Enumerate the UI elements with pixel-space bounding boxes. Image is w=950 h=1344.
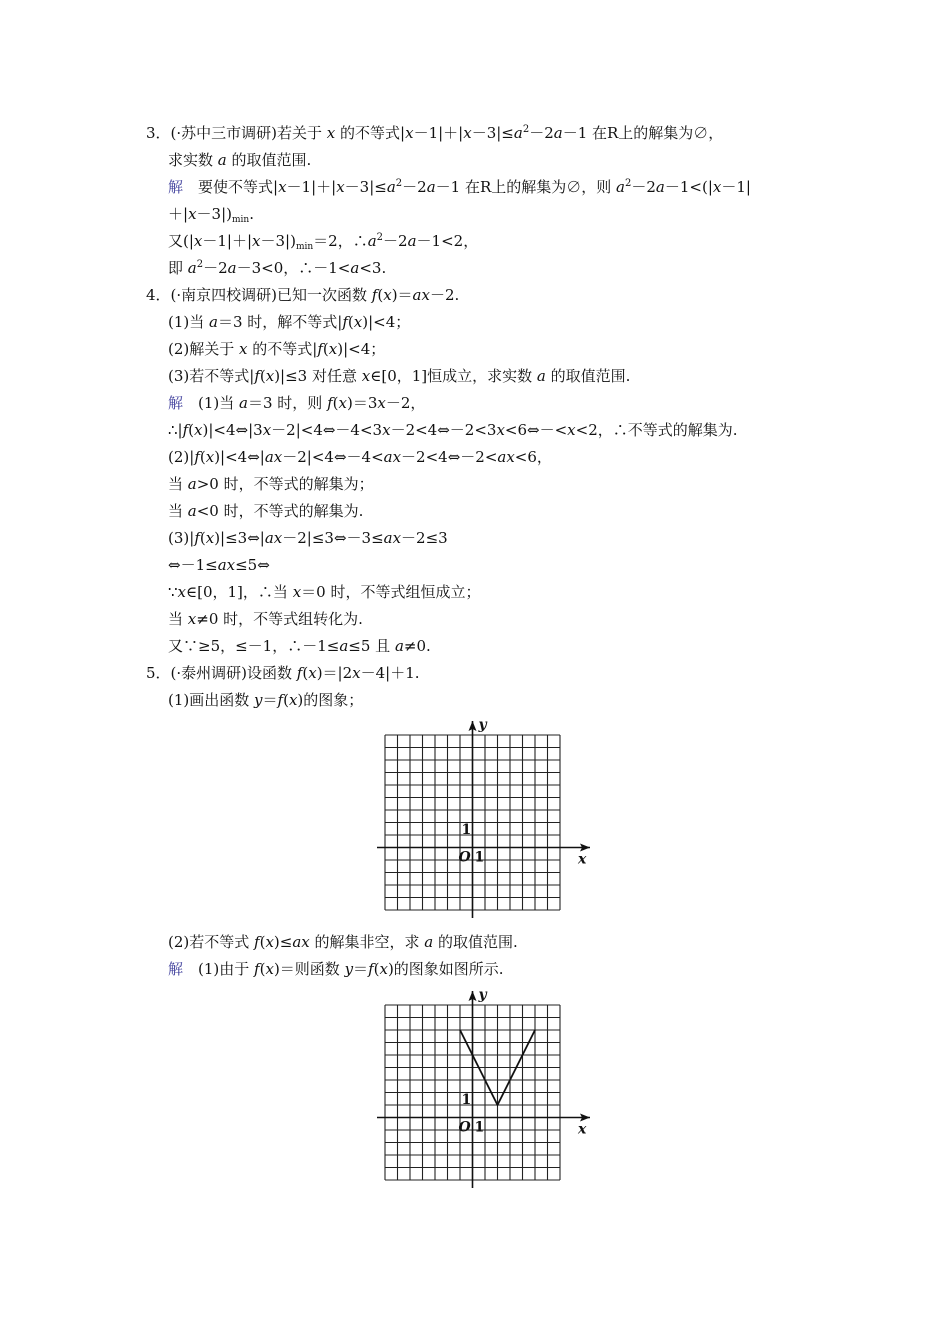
math-var: f bbox=[194, 448, 200, 466]
text-run: －2|<4⇔－4<3 bbox=[271, 421, 383, 439]
math-var: a bbox=[536, 367, 546, 385]
text-run: ∈[0，1]，∴当 bbox=[186, 583, 293, 601]
x-axis-label: x bbox=[578, 1121, 587, 1138]
text-run: <3. bbox=[359, 259, 387, 277]
solution-function-graph bbox=[370, 985, 600, 1195]
math-var: a bbox=[616, 178, 625, 196]
text-run: <6⇔－< bbox=[504, 421, 568, 439]
text-run: －4|＋1. bbox=[360, 664, 420, 682]
text-run: －2， bbox=[385, 394, 426, 412]
subscript: min bbox=[231, 215, 250, 225]
text-run: －1 在R上的解集为∅， bbox=[562, 124, 724, 142]
math-var: y bbox=[344, 960, 354, 978]
line bbox=[168, 204, 254, 227]
math-var: x bbox=[265, 933, 274, 951]
text-run: 即 bbox=[168, 259, 188, 277]
math-var: a bbox=[553, 124, 563, 142]
text-run: －2 bbox=[383, 232, 408, 250]
text-run: )＝ bbox=[391, 286, 413, 304]
math-var: x bbox=[262, 421, 272, 439]
line bbox=[168, 582, 480, 602]
math-var: a bbox=[513, 124, 523, 142]
text-run: (2)解关于 bbox=[168, 340, 240, 358]
text-run: )的图象； bbox=[297, 691, 364, 709]
line bbox=[168, 690, 363, 710]
math-var: a bbox=[655, 178, 665, 196]
text-run: －3|) bbox=[260, 232, 296, 250]
text-run: 的不等式| bbox=[335, 124, 406, 142]
text-run: 的不等式| bbox=[247, 340, 318, 358]
math-var: y bbox=[254, 691, 263, 709]
text-run: ＝ bbox=[262, 691, 278, 709]
text-run: (1)当 bbox=[183, 394, 240, 412]
text-run: 当 bbox=[168, 502, 188, 520]
text-run: )|<4⇔| bbox=[214, 448, 265, 466]
math-var: a bbox=[394, 637, 404, 655]
origin-label: O bbox=[458, 1119, 471, 1136]
text-run: －3|≤ bbox=[344, 178, 387, 196]
text-run: ( bbox=[347, 313, 354, 331]
math-var: ax bbox=[383, 448, 402, 466]
math-var: x bbox=[187, 610, 197, 628]
math-var: x bbox=[252, 232, 261, 250]
text-run: )|<4⇔|3 bbox=[202, 421, 263, 439]
text-run: ( bbox=[332, 394, 339, 412]
math-var: x bbox=[288, 691, 298, 709]
text-run: －2. bbox=[429, 286, 460, 304]
text-run: 的取值范围. bbox=[226, 151, 312, 169]
math-var: x bbox=[338, 394, 347, 412]
solution-label: 解 bbox=[168, 960, 184, 978]
text-run: (2)| bbox=[168, 448, 195, 466]
text-run: －3|≤ bbox=[471, 124, 514, 142]
solution-label: 解 bbox=[168, 394, 184, 412]
origin-label: O bbox=[458, 849, 471, 866]
line bbox=[168, 555, 270, 575]
text-run: (1)画出函数 bbox=[168, 691, 255, 709]
math-var: f bbox=[342, 313, 348, 331]
text-run: 当 bbox=[168, 610, 188, 628]
line bbox=[168, 932, 518, 952]
text-run: (3)| bbox=[168, 529, 195, 547]
text-run: 又(| bbox=[168, 232, 194, 250]
math-var: ax bbox=[217, 556, 236, 574]
text-run: <0 时，不等式的解集为. bbox=[196, 502, 364, 520]
math-var: a bbox=[187, 259, 197, 277]
text-run: ∵ bbox=[168, 583, 178, 601]
math-var: ax bbox=[383, 529, 402, 547]
math-var: x bbox=[265, 367, 275, 385]
subscript: min bbox=[295, 242, 314, 252]
text-run: 又∵≥5，≤－1，∴－1≤ bbox=[168, 637, 340, 655]
math-var: a bbox=[227, 259, 237, 277]
text-run: －1 在R上的解集为∅，则 bbox=[435, 178, 617, 196]
text-run: ( bbox=[302, 664, 309, 682]
math-var: ax bbox=[412, 286, 430, 304]
math-var: x bbox=[712, 178, 722, 196]
text-run: ∈[0，1]恒成立，求实数 bbox=[370, 367, 537, 385]
math-var: f bbox=[254, 367, 260, 385]
superscript: 2 bbox=[522, 124, 530, 135]
math-var: x bbox=[496, 421, 505, 439]
math-var: x bbox=[567, 421, 576, 439]
text-run: ( bbox=[188, 421, 195, 439]
text-run: －1<(| bbox=[664, 178, 713, 196]
text-run: －2 bbox=[402, 178, 427, 196]
math-var: ax bbox=[264, 448, 283, 466]
text-run: (1)当 bbox=[168, 313, 210, 331]
math-var: x bbox=[405, 124, 414, 142]
text-run: ( bbox=[199, 529, 206, 547]
x-tick-label: 1 bbox=[474, 1119, 485, 1136]
math-var: f bbox=[296, 664, 303, 682]
line bbox=[168, 959, 504, 979]
text-run: )≤ bbox=[273, 933, 293, 951]
line bbox=[168, 312, 410, 332]
text-run: －2 bbox=[631, 178, 656, 196]
text-run: )＝|2 bbox=[316, 664, 353, 682]
text-run: <2，∴不等式的解集为. bbox=[575, 421, 738, 439]
text-run: . bbox=[249, 205, 254, 223]
superscript: 2 bbox=[395, 178, 403, 189]
text-run: ∴| bbox=[168, 421, 183, 439]
math-var: f bbox=[254, 960, 260, 978]
y-tick-label: 1 bbox=[461, 1092, 472, 1108]
math-var: x bbox=[177, 583, 187, 601]
text-run: －3|) bbox=[196, 205, 232, 223]
math-var: f bbox=[182, 421, 189, 439]
solution-label: 解 bbox=[168, 178, 184, 196]
line bbox=[168, 150, 311, 170]
math-var: x bbox=[278, 178, 287, 196]
text-run: (1)由于 bbox=[183, 960, 255, 978]
math-var: a bbox=[426, 178, 436, 196]
math-var: a bbox=[424, 933, 434, 951]
math-var: f bbox=[371, 286, 378, 304]
blank-coordinate-grid bbox=[370, 715, 600, 930]
math-var: a bbox=[239, 394, 248, 412]
math-var: x bbox=[265, 960, 274, 978]
text-run: ＝ bbox=[353, 960, 369, 978]
math-var: f bbox=[277, 691, 284, 709]
text-run: －2 bbox=[529, 124, 554, 142]
math-var: x bbox=[193, 232, 203, 250]
math-var: a bbox=[187, 475, 197, 493]
text-run: ≤5⇔ bbox=[235, 556, 270, 574]
math-var: x bbox=[463, 124, 472, 142]
text-run: －3<0，∴－1< bbox=[236, 259, 351, 277]
math-var: x bbox=[336, 178, 345, 196]
text-run: 要使不等式| bbox=[183, 178, 279, 196]
math-var: a bbox=[386, 178, 396, 196]
line bbox=[168, 177, 751, 200]
text-run: －2<4⇔－2< bbox=[401, 448, 498, 466]
text-run: ( bbox=[259, 960, 266, 978]
x-tick-label: 1 bbox=[474, 849, 485, 866]
line bbox=[168, 447, 552, 467]
text-run: －1<2， bbox=[416, 232, 479, 250]
text-run: 的解集非空，求 bbox=[309, 933, 425, 951]
math-var: a bbox=[209, 313, 218, 331]
text-run: ≠0 时，不等式组转化为. bbox=[196, 610, 363, 628]
text-run: ≤5 且 bbox=[348, 637, 395, 655]
line bbox=[168, 609, 363, 629]
math-var: x bbox=[326, 124, 336, 142]
math-var: x bbox=[361, 367, 371, 385]
math-var: a bbox=[339, 637, 349, 655]
line bbox=[168, 636, 431, 656]
text-run: <6， bbox=[514, 448, 552, 466]
math-var: x bbox=[328, 340, 338, 358]
superscript: 2 bbox=[376, 232, 384, 243]
math-var: ax bbox=[497, 448, 515, 466]
text-run: (2)若不等式 bbox=[168, 933, 255, 951]
text-run: －2 bbox=[203, 259, 228, 277]
text-run: －2≤3 bbox=[401, 529, 448, 547]
line bbox=[168, 501, 363, 521]
text-run: ＝2，∴ bbox=[313, 232, 368, 250]
math-var: a bbox=[367, 232, 377, 250]
math-var: a bbox=[407, 232, 417, 250]
math-var: f bbox=[194, 529, 200, 547]
math-var: x bbox=[379, 960, 388, 978]
math-var: ax bbox=[292, 933, 310, 951]
math-var: x bbox=[382, 421, 391, 439]
text-run: )|<4； bbox=[337, 340, 386, 358]
text-run: ( bbox=[377, 286, 384, 304]
math-var: x bbox=[194, 421, 203, 439]
text-run: (3)若不等式| bbox=[168, 367, 255, 385]
text-run: ( bbox=[283, 691, 289, 709]
math-var: a bbox=[350, 259, 360, 277]
text-run: 4．(·南京四校调研)已知一次函数 bbox=[146, 286, 372, 304]
text-run: －1|＋| bbox=[286, 178, 337, 196]
text-run: )|≤3⇔| bbox=[214, 529, 265, 547]
text-run: )|≤3 对任意 bbox=[274, 367, 362, 385]
math-var: x bbox=[308, 664, 317, 682]
line bbox=[146, 123, 723, 146]
y-axis-label: y bbox=[478, 987, 487, 1003]
line bbox=[146, 663, 420, 683]
text-run: ＋| bbox=[168, 205, 189, 223]
text-run: ( bbox=[199, 448, 206, 466]
math-var: x bbox=[377, 394, 386, 412]
text-run: 当 bbox=[168, 475, 188, 493]
text-run: －1| bbox=[721, 178, 751, 196]
text-run: －2<4⇔－2<3 bbox=[390, 421, 497, 439]
math-var: x bbox=[205, 448, 215, 466]
line bbox=[168, 393, 425, 413]
text-run: 求实数 bbox=[168, 151, 218, 169]
text-run: ＝3 时，解不等式| bbox=[217, 313, 343, 331]
text-run: ＝0 时，不等式组恒成立； bbox=[301, 583, 481, 601]
text-run: )＝3 bbox=[346, 394, 378, 412]
x-axis-label: x bbox=[578, 851, 587, 868]
line bbox=[168, 258, 386, 281]
superscript: 2 bbox=[196, 259, 204, 270]
y-axis-label: y bbox=[478, 717, 487, 733]
line bbox=[168, 231, 478, 254]
text-run: ( bbox=[259, 933, 266, 951]
math-var: x bbox=[352, 664, 361, 682]
text-run: ⇔－1≤ bbox=[168, 556, 218, 574]
line bbox=[168, 528, 448, 548]
text-run: )＝则函数 bbox=[273, 960, 345, 978]
math-var: f bbox=[327, 394, 333, 412]
line bbox=[168, 420, 738, 440]
math-var: x bbox=[383, 286, 392, 304]
math-var: x bbox=[205, 529, 215, 547]
superscript: 2 bbox=[625, 178, 632, 189]
text-run: 的取值范围. bbox=[433, 933, 518, 951]
text-run: －1|＋| bbox=[413, 124, 464, 142]
text-run: )的图象如图所示. bbox=[387, 960, 504, 978]
math-var: a bbox=[217, 151, 227, 169]
math-var: x bbox=[353, 313, 363, 331]
math-var: ax bbox=[264, 529, 283, 547]
math-var: f bbox=[368, 960, 374, 978]
text-run: －2|<4⇔－4< bbox=[282, 448, 384, 466]
text-run: ( bbox=[259, 367, 266, 385]
text-run: >0 时，不等式的解集为； bbox=[196, 475, 374, 493]
line bbox=[168, 474, 374, 494]
text-run: ( bbox=[373, 960, 380, 978]
text-run: －2|≤3⇔－3≤ bbox=[282, 529, 384, 547]
math-var: x bbox=[188, 205, 197, 223]
math-var: x bbox=[292, 583, 302, 601]
text-run: 的取值范围. bbox=[545, 367, 631, 385]
line bbox=[146, 285, 459, 305]
math-var: f bbox=[254, 933, 260, 951]
text-run: )|<4； bbox=[362, 313, 411, 331]
text-run: ＝3 时，则 bbox=[248, 394, 328, 412]
math-var: f bbox=[317, 340, 323, 358]
y-tick-label: 1 bbox=[461, 822, 472, 838]
text-run: ( bbox=[322, 340, 329, 358]
line bbox=[168, 339, 385, 359]
math-var: x bbox=[239, 340, 248, 358]
text-run: －1|＋| bbox=[202, 232, 253, 250]
text-run: ≠0. bbox=[403, 637, 431, 655]
text-run: 3．(·苏中三市调研)若关于 bbox=[146, 124, 327, 142]
math-var: a bbox=[187, 502, 197, 520]
line bbox=[168, 366, 630, 386]
text-run: 5．(·泰州调研)设函数 bbox=[146, 664, 297, 682]
